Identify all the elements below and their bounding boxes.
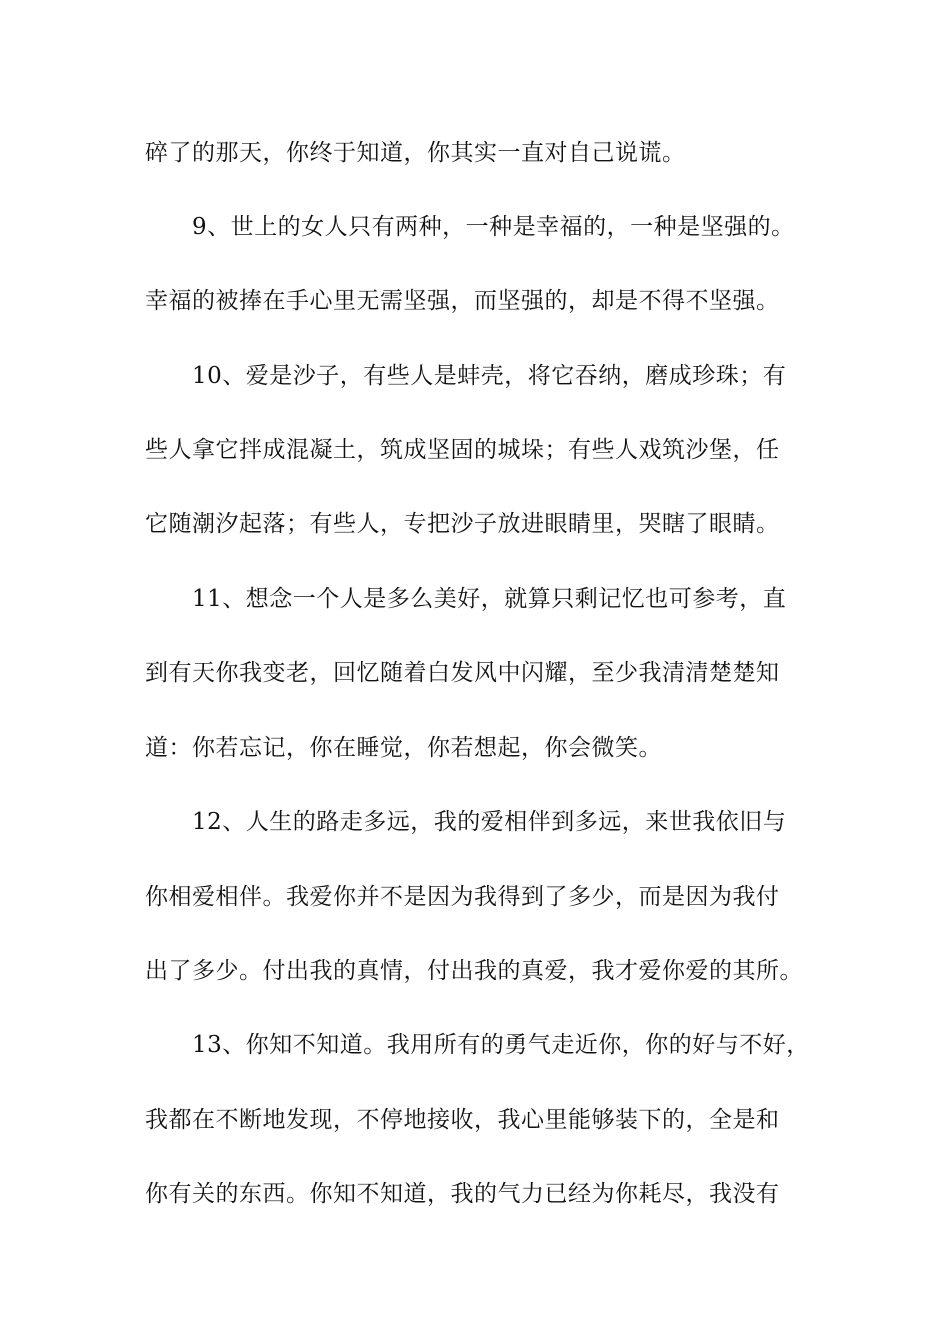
text-line: 你相爱相伴。我爱你并不是因为我得到了多少，而是因为我付 [145,884,780,910]
text-line: 出了多少。付出我的真情，付出我的真爱，我才爱你爱的其所。 [145,958,803,984]
text-line: 道：你若忘记，你在睡觉，你若想起，你会微笑。 [145,735,662,761]
paragraph-start-line: 13、你知不知道。我用所有的勇气走近你，你的好与不好， [192,1032,810,1058]
text-line: 幸福的被捧在手心里无需坚强，而坚强的，却是不得不坚强。 [145,288,780,314]
paragraph-start-line: 11、想念一个人是多么美好，就算只剩记忆也可参考，直 [192,586,787,612]
paragraph-start-line: 12、人生的路走多远，我的爱相伴到多远，来世我依旧与 [192,809,787,835]
text-line: 你有关的东西。你知不知道，我的气力已经为你耗尽，我没有 [145,1181,780,1207]
text-line: 到有天你我变老，回忆随着白发风中闪耀，至少我清清楚楚知 [145,660,780,686]
text-line: 些人拿它拌成混凝土，筑成坚固的城垛；有些人戏筑沙堡，任 [145,437,780,463]
text-line: 碎了的那天，你终于知道，你其实一直对自己说谎。 [145,140,686,166]
text-line: 它随潮汐起落；有些人，专把沙子放进眼睛里，哭瞎了眼睛。 [145,511,780,537]
text-line: 我都在不断地发现，不停地接收，我心里能够装下的，全是和 [145,1107,780,1133]
paragraph-start-line: 10、爱是沙子，有些人是蚌壳，将它吞纳，磨成珍珠；有 [192,363,787,389]
paragraph-start-line: 9、世上的女人只有两种，一种是幸福的，一种是坚强的。 [192,214,795,240]
